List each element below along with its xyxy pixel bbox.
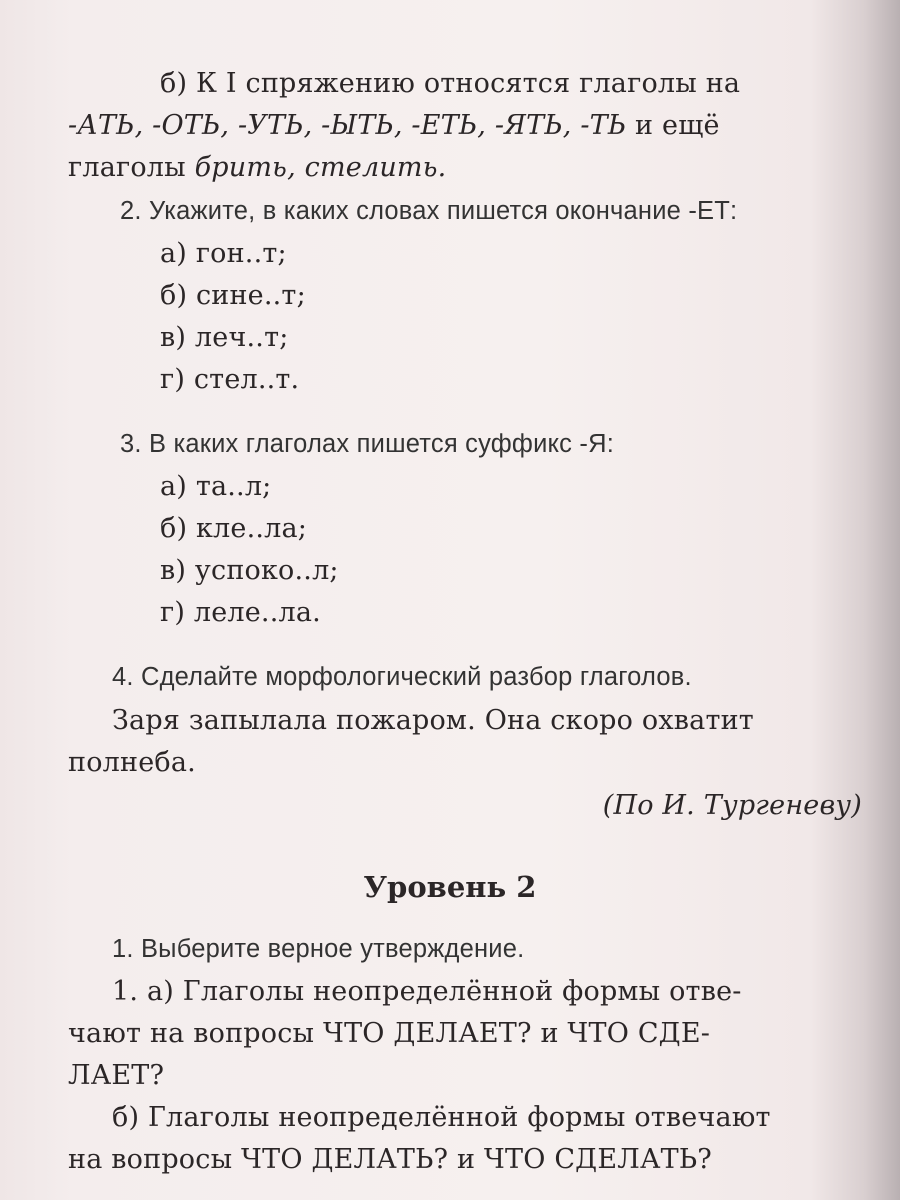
statement-1b-line-1: б) Глаголы неопределённой формы отвечают bbox=[112, 1102, 771, 1133]
conjugation-rule-line-3 bbox=[68, 152, 446, 183]
task2-option-b: б) сине..т; bbox=[160, 280, 306, 311]
section-heading-level-2: Уровень 2 bbox=[363, 870, 537, 904]
task3-option-c: в) успоко..л; bbox=[160, 555, 339, 586]
task3-option-b: б) кле..ла; bbox=[160, 513, 308, 544]
conjugation-rule-line-1: б) К I спряжению относятся глаголы на bbox=[160, 68, 741, 99]
task3-option-d: г) леле..ла. bbox=[160, 597, 321, 628]
exception-verbs: брить, стелить. bbox=[194, 152, 447, 183]
task3-option-a: а) та..л; bbox=[160, 471, 272, 502]
statement-1a-line-3: ЛАЕТ? bbox=[68, 1060, 165, 1091]
task4-question: 4. Сделайте морфологический разбор глаголов. bbox=[112, 663, 692, 691]
task2-option-c: в) леч..т; bbox=[160, 322, 289, 353]
task2-question: 2. Укажите, в каких словах пишется окончание -ЕТ: bbox=[120, 197, 738, 225]
statement-1a-line-1: 1. а) Глаголы неопределённой формы отве- bbox=[112, 976, 742, 1007]
task4-text-line-2: полнеба. bbox=[68, 747, 196, 778]
conjugation-rule-tail: и ещё bbox=[626, 110, 720, 141]
task2-option-d: г) стел..т. bbox=[160, 364, 300, 395]
level2-task1-question: 1. Выберите верное утверждение. bbox=[112, 935, 525, 963]
task2-option-a: а) гон..т; bbox=[160, 238, 287, 269]
statement-1b-line-2: на вопросы ЧТО ДЕЛАТЬ? и ЧТО СДЕЛАТЬ? bbox=[68, 1144, 712, 1175]
quote-source: (По И. Тургеневу) bbox=[602, 790, 862, 821]
task4-text-line-1: Заря запылала пожаром. Она скоро охватит bbox=[112, 705, 754, 736]
task3-question: 3. В каких глаголах пишется суффикс -Я: bbox=[120, 430, 615, 458]
conjugation-rule-line-2 bbox=[68, 110, 720, 141]
conjugation-rule-prefix: глаголы bbox=[68, 152, 195, 183]
verb-endings: -АТЬ, -ОТЬ, -УТЬ, -ЫТЬ, -ЕТЬ, -ЯТЬ, -ТЬ bbox=[68, 110, 627, 141]
statement-1a-line-2: чают на вопросы ЧТО ДЕЛАЕТ? и ЧТО СДЕ- bbox=[68, 1018, 711, 1049]
